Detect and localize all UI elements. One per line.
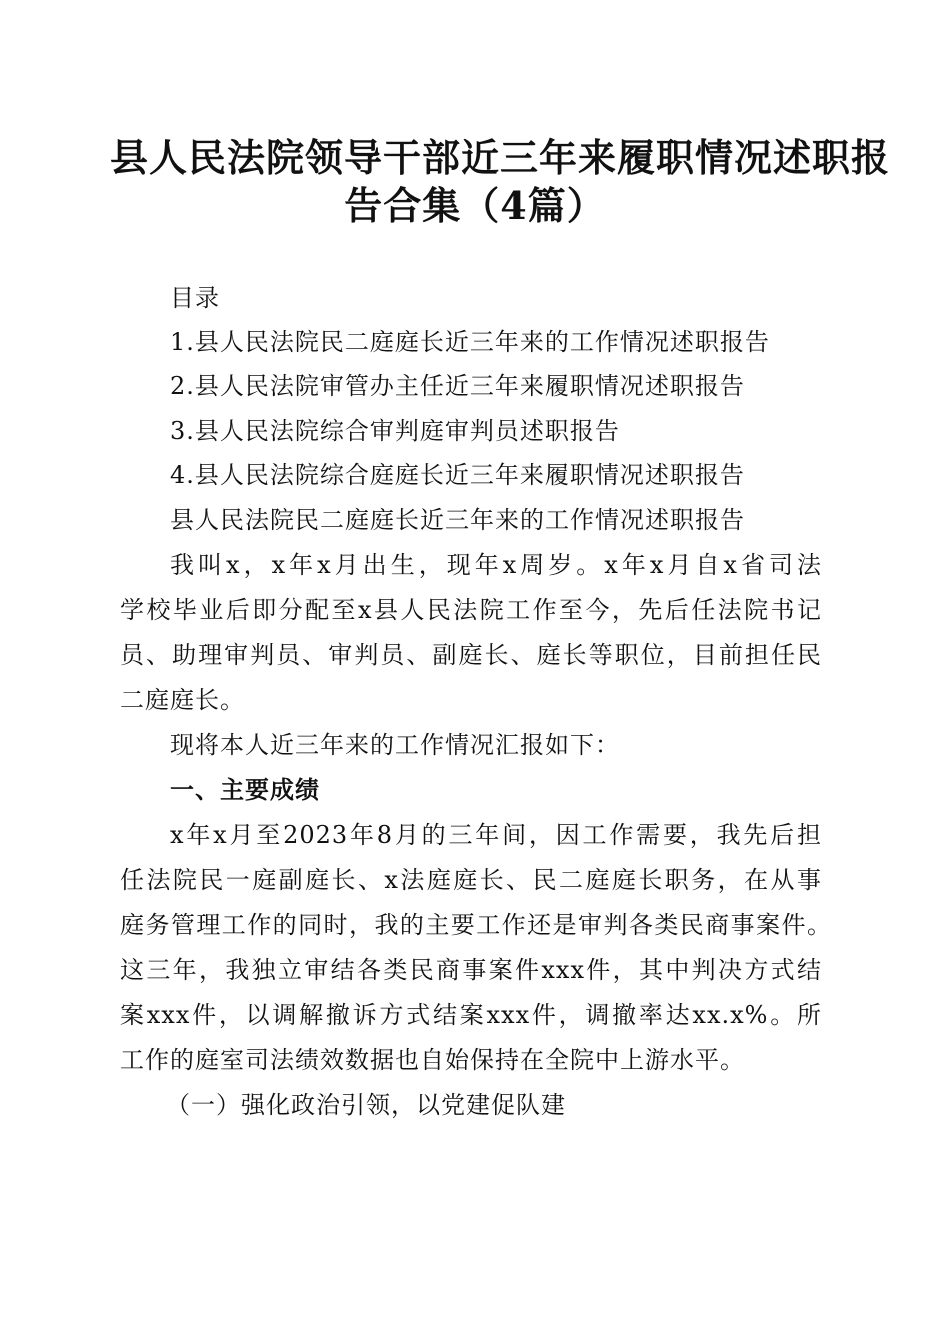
paragraph-line: 这三年，我独立审结各类民商事案件xxx件，其中判决方式结 — [120, 956, 822, 984]
paragraph-line: 员、助理审判员、审判员、副庭长、庭长等职位，目前担任民 — [120, 641, 822, 669]
subsection-heading: （一）强化政治引领，以党建促队建 — [166, 1091, 566, 1119]
toc-item: 1.县人民法院民二庭庭长近三年来的工作情况述职报告 — [170, 328, 770, 356]
section-heading: 一、主要成绩 — [170, 776, 320, 804]
paragraph-line: 工作的庭室司法绩效数据也自始保持在全院中上游水平。 — [120, 1046, 745, 1074]
toc-item: 4.县人民法院综合庭庭长近三年来履职情况述职报告 — [170, 461, 745, 489]
paragraph-line: 现将本人近三年来的工作情况汇报如下： — [170, 731, 620, 759]
toc-item: 2.县人民法院审管办主任近三年来履职情况述职报告 — [170, 372, 745, 400]
paragraph-line: 庭务管理工作的同时，我的主要工作还是审判各类民商事案件。 — [120, 911, 832, 939]
paragraph-line: x年x月至2023年8月的三年间，因工作需要，我先后担 — [170, 821, 822, 849]
paragraph-line: 二庭庭长。 — [120, 686, 245, 714]
toc-label: 目录 — [170, 284, 220, 312]
article-title: 县人民法院民二庭庭长近三年来的工作情况述职报告 — [170, 506, 745, 534]
paragraph-line: 任法院民一庭副庭长、x法庭庭长、民二庭庭长职务，在从事 — [120, 866, 822, 894]
toc-item: 3.县人民法院综合审判庭审判员述职报告 — [170, 417, 620, 445]
paragraph-line: 学校毕业后即分配至x县人民法院工作至今，先后任法院书记 — [120, 596, 822, 624]
paragraph-line: 我叫x，x年x月出生，现年x周岁。x年x月自x省司法 — [170, 551, 822, 579]
document-title-line-2: 告合集（4篇） — [344, 183, 606, 228]
paragraph-line: 案xxx件，以调解撤诉方式结案xxx件，调撤率达xx.x%。所 — [120, 1001, 822, 1029]
document-title-line-1: 县人民法院领导干部近三年来履职情况述职报 — [110, 135, 891, 180]
